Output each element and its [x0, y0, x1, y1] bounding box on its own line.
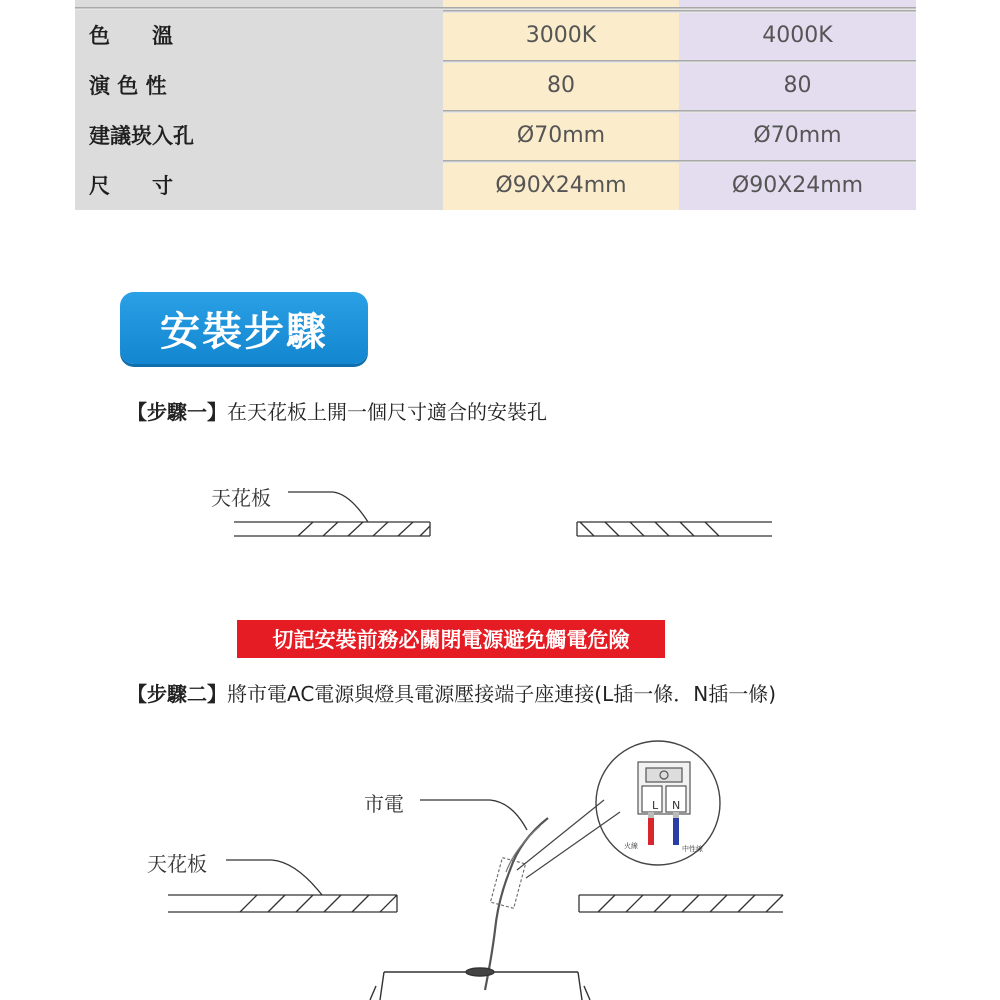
live-wire [648, 815, 654, 845]
step2-text: 將市電AC電源與燈具電源壓接端子座連接(L插一條．N插一條) [227, 682, 777, 706]
step1-ceiling-left [234, 492, 430, 536]
mains-cable [485, 818, 548, 990]
spec-value-4000k: Ø90X24mm [679, 160, 916, 210]
step2-ceiling-left [168, 860, 397, 912]
spec-value-3000k: Ø90X24mm [443, 160, 679, 210]
live-wire-label: 火線 [624, 842, 638, 850]
step1-ceiling-label: 天花板 [211, 486, 271, 510]
spec-value-4000k: 80 [679, 60, 916, 110]
step2-ceiling-label: 天花板 [147, 852, 207, 876]
spec-value-4000k: Ø70mm [679, 110, 916, 160]
spec-value-3000k: 3000K [443, 10, 679, 60]
light-fixture [370, 968, 590, 1000]
spec-label: 尺 寸 [75, 160, 443, 210]
step2-tag: 【步驟二】 [127, 682, 227, 706]
spec-label: 色 溫 [75, 10, 443, 60]
neutral-wire [673, 815, 679, 845]
warning-banner: 切記安裝前務必關閉電源避免觸電危險 [237, 620, 665, 658]
terminal-block [638, 762, 690, 814]
neutral-wire-label: 中性線 [682, 845, 703, 853]
step1-tag: 【步驟一】 [127, 400, 227, 424]
spec-label: 建議崁入孔 [75, 110, 443, 160]
spec-value-3000k: 80 [443, 60, 679, 110]
section-title: 安裝步驟 [120, 292, 368, 364]
terminal-N-label: N [672, 799, 681, 812]
spec-value-4000k: 4000K [679, 10, 916, 60]
mains-leader [420, 800, 527, 830]
wire-connector [490, 858, 525, 909]
spec-label: 演 色 性 [75, 60, 443, 110]
mains-label: 市電 [364, 792, 404, 816]
step2-ceiling-right [579, 895, 783, 912]
terminal-L-label: L [652, 799, 659, 812]
step1-ceiling-right [577, 522, 772, 536]
step1-text: 在天花板上開一個尺寸適合的安裝孔 [227, 400, 547, 424]
spec-value-3000k: Ø70mm [443, 110, 679, 160]
